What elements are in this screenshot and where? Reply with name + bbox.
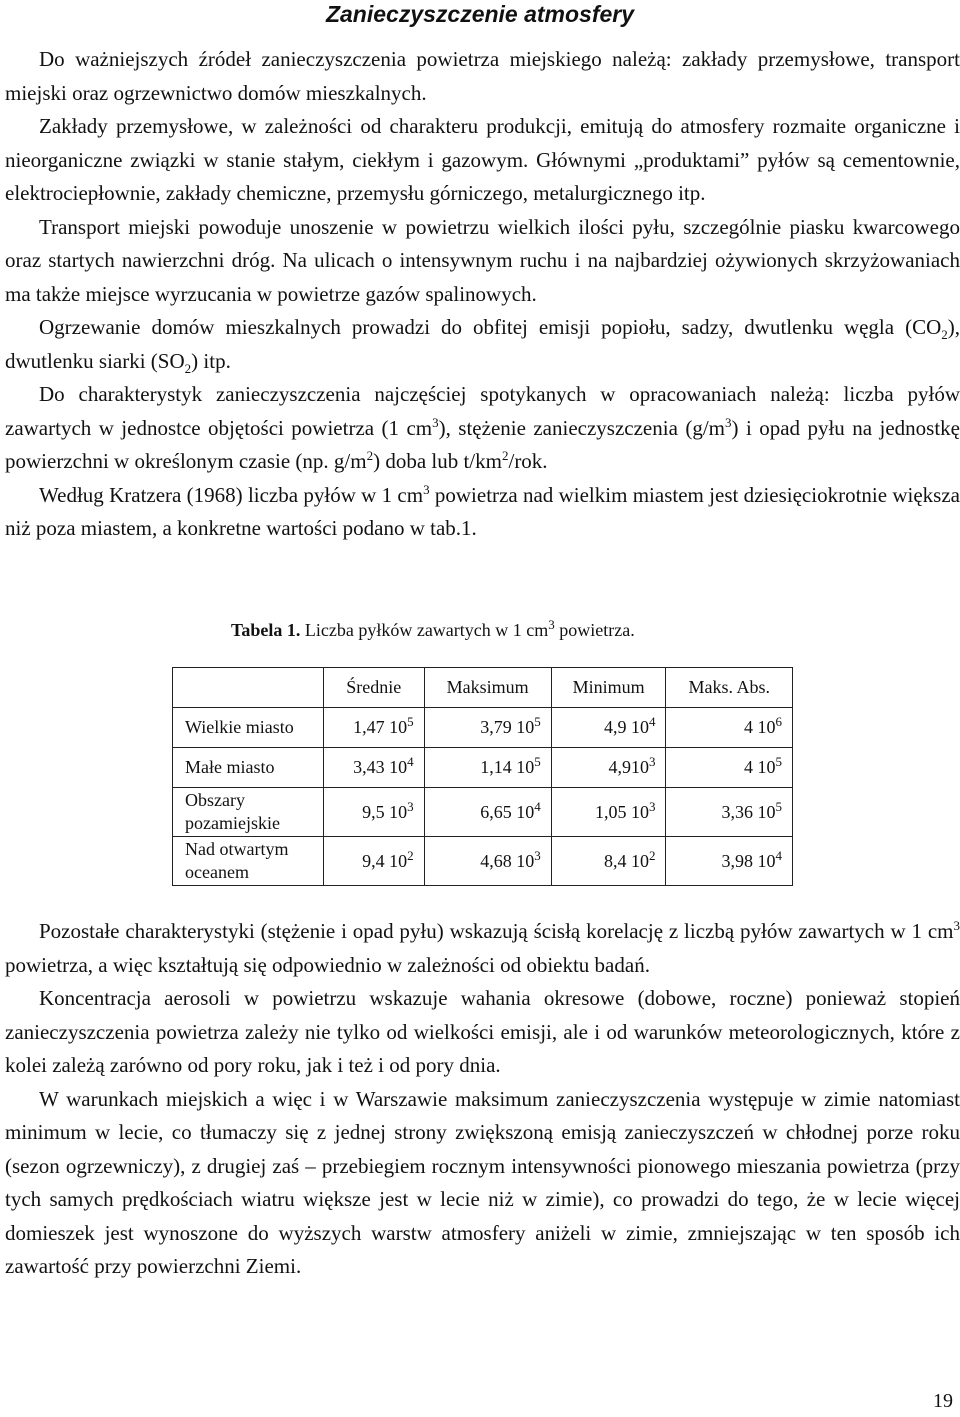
- paragraph-heating: Ogrzewanie domów mieszkalnych prowadzi do obfitej emisji popiołu, sadzy, dwutlenku węgla $(CO_2)$, dwutlenku siarki $(SO_2)$ itp.: [5, 315, 960, 376]
- paragraph-kratzer: Według Kratzera (1968) liczba pyłów w 1 $cm^3$ powietrza nad wielkim miastem jest dziesięciokrotnie większa niż poza miastem, a konkretne wartości podano w tab.1.: [5, 481, 960, 540]
- table-cell: 1,05 $10^3$: [551, 788, 666, 837]
- page-number: 19: [933, 1390, 953, 1412]
- table-header-cell: Maksimum: [424, 668, 551, 708]
- table-header-cell: Minimum: [551, 668, 666, 708]
- table-cell: 8,4 $10^2$: [551, 837, 666, 886]
- table-cell: 3,79 $10^5$: [424, 708, 551, 748]
- dust-count-table: [172, 667, 793, 886]
- table-cell: 3,43 $10^4$: [324, 748, 425, 788]
- table-header-cell: [173, 668, 324, 708]
- table-header-cell: Średnie: [324, 668, 425, 708]
- page-title: Zanieczyszczenie atmosfery: [325, 1, 635, 27]
- table-cell: 4,68 $10^3$: [424, 837, 551, 886]
- row-label: Wielkie miasto: [173, 708, 324, 748]
- paragraph-transport: Transport miejski powoduje unoszenie w powietrzu wielkich ilości pyłu, szczególnie piasku kwarcowego oraz startych nawierzchni dróg. Na ulicach o intensywnym ruchu i na najbardziej ożywionych skrzyżowaniach ma także miejsce wyrzucania w powietrze gazów spalinowych.: [5, 214, 960, 306]
- paragraph-aerosol: Koncentracja aerosoli w powietrzu wskazuje wahania okresowe (dobowe, roczne) ponieważ stopień zanieczyszczenia powietrza zależy nie tylko od wielkości emisji, ale i od warunków meteorologicznych, które z kolei zależą zarówno od pory roku, jak i też i od pory dnia.: [5, 986, 960, 1077]
- body-text-bottom: [5, 915, 960, 1284]
- table-cell: 3,36 $10^5$: [666, 788, 793, 837]
- table-header-row: [173, 668, 793, 708]
- table-cell: 1,14 $10^5$: [424, 748, 551, 788]
- table-row: [173, 748, 793, 788]
- table-cell: 6,65 $10^4$: [424, 788, 551, 837]
- paragraph-correlation: Pozostałe charakterystyki (stężenie i opad pyłu) wskazują ścisłą korelację z liczbą pyłów zawartych w 1 $cm^3$ powietrza, a więc kształtują się odpowiednio w zależności od obiektu badań.: [5, 918, 960, 977]
- paragraph-industry: Zakłady przemysłowe, w zależności od charakteru produkcji, emitują do atmosfery rozmaite organiczne i nieorganiczne związki w stanie stałym, ciekłym i gazowym. Głównymi „produktami” pyłów są cementownie, elektrociepłownie, zakłady chemiczne, przemysłu górniczego, metalurgicznego itp.: [5, 114, 960, 205]
- table-cell: 9,4 $10^2$: [324, 837, 425, 886]
- table-cell: 9,5 $10^3$: [324, 788, 425, 837]
- table-caption: Tabela 1. Liczba pyłków zawartych w 1 $cm^3$ powietrza.: [231, 617, 635, 640]
- table-cell: 1,47 $10^5$: [324, 708, 425, 748]
- table-cell: 4 $10^6$: [666, 708, 793, 748]
- paragraph-sources: Do ważniejszych źródeł zanieczyszczenia powietrza miejskiego należą: zakłady przemysłowe, transport miejski oraz ogrzewnictwo domów mieszkalnych.: [5, 47, 960, 105]
- row-label: Małe miasto: [173, 748, 324, 788]
- body-text-top: [5, 43, 960, 546]
- paragraph-characteristics: Do charakterystyk zanieczyszczenia najczęściej spotykanych w opracowaniach należą: liczba pyłów zawartych w jednostce objętości powietrza (1 $cm^3$), stężenie zanieczyszczenia $(g/m^3)$ i opad pyłu na jednostkę powierzchni w określonym czasie (np. $g/m^2$) doba lub $t/km^2$/rok.: [5, 382, 960, 473]
- table-header-cell: Maks. Abs.: [666, 668, 793, 708]
- table-cell: 3,98 $10^4$: [666, 837, 793, 886]
- table-row: [173, 837, 793, 886]
- paragraph-warsaw: W warunkach miejskich a więc i w Warszawie maksimum zanieczyszczenia występuje w zimie natomiast minimum w lecie, co tłumaczy się z jednej strony zwiększoną emisją zanieczyszczeń w chłodnej porze roku (sezon ogrzewniczy), z drugiej zaś – przebiegiem rocznym intensywności pionowego mieszania powietrza (przy tych samych prędkościach wiatru większe jest w lecie niż w zimie), co prowadzi do tego, że w lecie więcej domieszek jest wynoszone do wyższych warstw atmosfery aniżeli w zimie, zmniejszając w ten sposób ich zawartość przy powierzchni Ziemi.: [5, 1086, 960, 1278]
- row-label: Obszary pozamiejskie: [173, 788, 324, 837]
- table-row: [173, 788, 793, 837]
- table-row: [173, 708, 793, 748]
- table-cell: 4 $10^5$: [666, 748, 793, 788]
- table-cell: 4,910$^3$: [551, 748, 666, 788]
- row-label: Nad otwartym oceanem: [173, 837, 324, 886]
- table-cell: 4,9 $10^4$: [551, 708, 666, 748]
